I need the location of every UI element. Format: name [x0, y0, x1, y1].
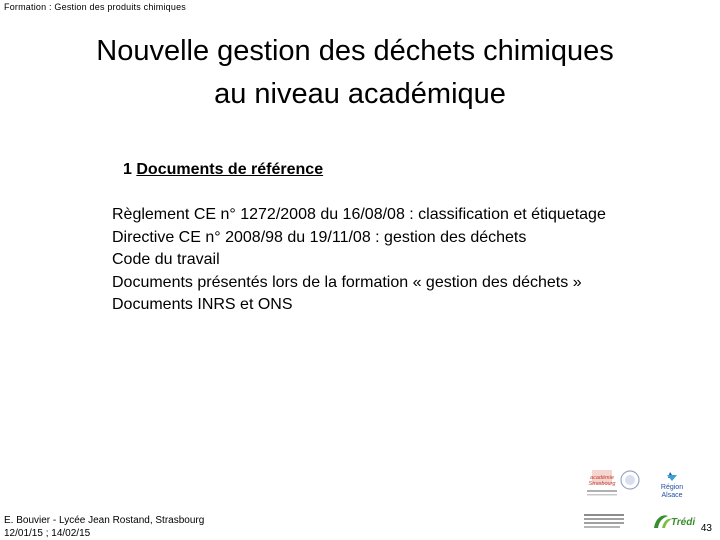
footer-author — [4, 514, 204, 540]
reference-item: Règlement CE n° 1272/2008 du 16/08/08 : classification et étiquetage — [112, 206, 606, 223]
tredi-logo — [654, 515, 695, 528]
reference-list — [112, 204, 606, 317]
reference-item: Code du travail — [112, 251, 220, 268]
page-number: 43 — [700, 523, 712, 534]
title-line-2: au niveau académique — [214, 78, 506, 110]
reference-item: Documents présentés lors de la formation « gestion des déchets » — [112, 273, 582, 291]
section-heading — [123, 161, 323, 179]
partner-logos — [582, 470, 706, 538]
section-title: Documents de référence — [136, 161, 324, 178]
region-logo — [661, 472, 683, 499]
footer-dates: 12/01/15 ; 14/02/15 — [4, 528, 91, 539]
academie-logo — [587, 470, 617, 496]
tredi-logo-text: Trédi — [670, 517, 696, 528]
academie-logo-line2: Strasbourg — [588, 481, 616, 487]
academie-logo-line1: académie — [590, 475, 614, 481]
reference-item: Directive CE n° 2008/98 du 19/11/08 : gestion des déchets — [112, 228, 527, 246]
reference-item: Documents INRS et ONS — [112, 296, 293, 313]
republic-seal-icon — [621, 471, 639, 489]
footer-author-name: E. Bouvier - Lycée Jean Rostand, Strasbourg — [4, 515, 205, 526]
slide-title — [0, 30, 720, 116]
section-number: 1 — [123, 161, 132, 178]
region-logo-line1: Région — [660, 484, 684, 491]
title-line-1: Nouvelle gestion des déchets chimiques — [96, 35, 614, 67]
region-logo-line2: Alsace — [661, 492, 683, 499]
header-note: Formation : Gestion des produits chimiques — [4, 2, 186, 12]
ministry-logo — [584, 514, 624, 528]
